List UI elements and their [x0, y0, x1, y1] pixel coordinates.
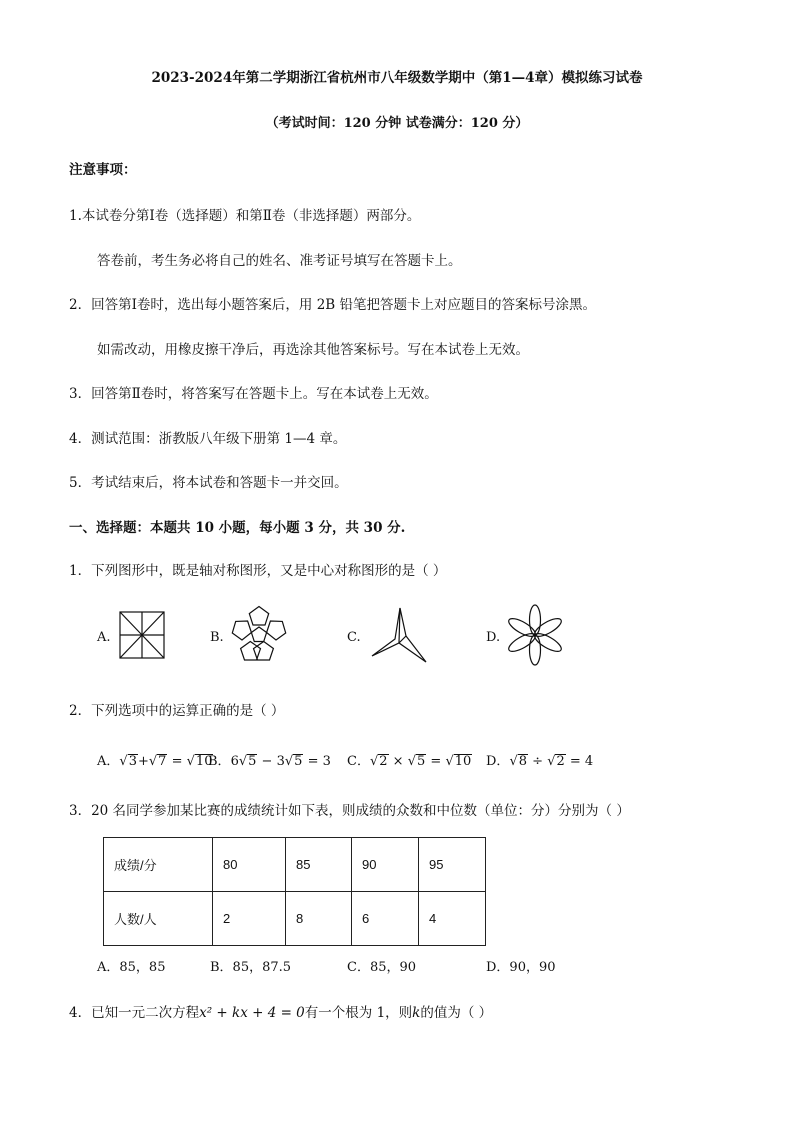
question-2-stem: 2．下列选项中的运算正确的是（ ）: [69, 703, 285, 719]
question-4-stem: 4．已知一元二次方程x² + kx + 4 = 0有一个根为 1，则k的值为（ ）: [69, 1005, 493, 1021]
table-cell: 90: [352, 838, 419, 892]
notice-item: 5．考试结束后，将本试卷和答题卡一并交回。: [69, 475, 348, 491]
q3-option-b: B．85，87.5: [210, 960, 292, 975]
q1-option-label: B.: [210, 630, 224, 645]
three-point-star-figure-icon: [368, 606, 430, 666]
notice-item: 4．测试范围：浙教版八年级下册第 1—4 章。: [69, 431, 347, 447]
q3-option-c: C．85，90: [347, 960, 417, 975]
notice-item: 答卷前，考生务必将自己的姓名、准考证号填写在答题卡上。: [97, 253, 462, 269]
pinwheel-figure-icon: [118, 609, 166, 661]
q2-option-d: D．√8 ÷ √2 = 4: [486, 754, 594, 769]
q2-option-b: B．6√5 − 3√5 = 3: [208, 754, 331, 769]
q1-option-label: A.: [97, 630, 111, 645]
pentagon-flower-figure-icon: [229, 605, 289, 665]
question-3-stem: 3．20 名同学参加某比赛的成绩统计如下表，则成绩的众数和中位数（单位：分）分别为（ ）: [69, 803, 630, 819]
table-cell: 6: [352, 892, 419, 946]
page-title: 2023-2024年第二学期浙江省杭州市八年级数学期中（第1—4章）模拟练习试卷: [151, 70, 643, 86]
table-cell: 4: [419, 892, 486, 946]
table-cell: 80: [213, 838, 286, 892]
q1-option-label: C.: [347, 630, 361, 645]
notice-item: 2．回答第Ⅰ卷时，选出每小题答案后，用 2B 铅笔把答题卡上对应题目的答案标号涂黑。: [69, 297, 597, 313]
table-cell: 2: [213, 892, 286, 946]
table-cell: 8: [286, 892, 352, 946]
table-cell: 85: [286, 838, 352, 892]
question-1-stem: 1．下列图形中，既是轴对称图形，又是中心对称图形的是（ ）: [69, 563, 447, 579]
notice-item: 3．回答第Ⅱ卷时，将答案写在答题卡上。写在本试卷上无效。: [69, 386, 438, 402]
notice-heading: 注意事项：: [69, 162, 137, 178]
table-cell: 人数/人: [104, 892, 213, 946]
exam-info: （考试时间：120 分钟 试卷满分：120 分）: [265, 116, 529, 131]
table-row: [104, 892, 486, 946]
table-cell: 成绩/分: [104, 838, 213, 892]
notice-item: 如需改动，用橡皮擦干净后，再选涂其他答案标号。写在本试卷上无效。: [97, 342, 529, 358]
section-heading: 一、选择题：本题共 10 小题，每小题 3 分，共 30 分.: [69, 520, 406, 536]
q3-option-a: A．85，85: [97, 960, 166, 975]
table-cell: 95: [419, 838, 486, 892]
q2-option-a: A．√3+√7 = √10: [97, 754, 213, 769]
table-row: [104, 838, 486, 892]
q3-option-d: D．90，90: [486, 960, 556, 975]
q2-option-c: C．√2 × √5 = √10: [347, 754, 472, 769]
score-table: [103, 837, 486, 946]
six-petal-flower-figure-icon: [505, 603, 565, 667]
q1-option-label: D.: [486, 630, 501, 645]
notice-item: 1.本试卷分第Ⅰ卷（选择题）和第Ⅱ卷（非选择题）两部分。: [69, 208, 421, 224]
equation: x² + kx + 4 = 0: [199, 1005, 305, 1021]
